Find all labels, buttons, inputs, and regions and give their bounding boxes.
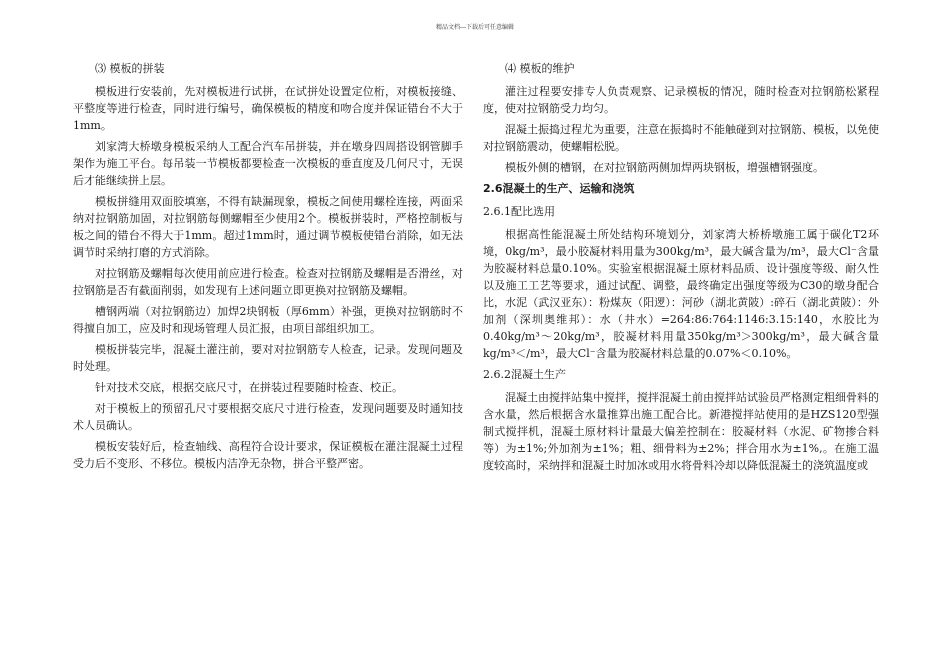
subheading: ⑶ 模板的拼装 (95, 62, 165, 75)
paragraph: 对于模板上的预留孔尺寸要根据交底尺寸进行检查，发现问题要及时通知技术人员确认。 (73, 402, 463, 432)
paragraph: 混凝土振捣过程尤为重要，注意在振捣时不能触碰到对拉钢筋、模板，以免使对拉钢筋震动，使螺帽松脱。 (483, 123, 879, 153)
paragraph: 针对技术交底，根据交底尺寸，在拼装过程要随时检查、校正。 (95, 381, 403, 394)
paragraph: 模板拼装完毕，混凝土灌注前，要对对拉钢筋专人检查，记录。发现问题及时处理。 (73, 343, 463, 373)
paragraph: 混凝土由搅拌站集中搅拌，搅拌混凝土前由搅拌站试验员严格测定粗细骨料的含水量，然后根据含水量推算出施工配合比。新港搅拌站使用的是HZS120型强制式搅拌机，混凝土原材料计量最大偏差控制在：胶凝材料（水泥、矿物掺合料等）为±1%;外加剂为±1%；粗、细骨料为±2%；拌合用水为±1%,。在施工温度较高时，采纳拌和混凝土时加冰或用水将骨料冷却以降低混凝土的浇筑温度或 (483, 391, 879, 472)
paragraph: 模板安装好后，检查轴线、高程符合设计要求，保证模板在灌注混凝土过程受力后不变形、不移位。模板内洁净无杂物，拼合平整严密。 (73, 440, 463, 470)
left-column (73, 60, 463, 476)
paragraph: 槽钢两端（对拉钢筋边）加焊2块钢板（厚6mm）补强，更换对拉钢筋时不得擅自加工，应及时和现场管理人员汇报，由项目部组织加工。 (73, 305, 463, 335)
paragraph: 模板进行安装前，先对模板进行试拼，在试拼处设置定位桁，对模板接缝、平整度等进行检查，同时进行编号，确保模板的精度和吻合度并保证错台不大于1mm。 (73, 85, 463, 132)
subheading: ⑷ 模板的维护 (505, 62, 575, 75)
subsection-heading: 2.6.2混凝土生产 (483, 368, 566, 381)
paragraph: 模板拼缝用双面胶填塞，不得有缺漏现象，模板之间使用螺栓连接，两面采纳对拉钢筋加固，对拉钢筋每侧螺帽至少使用2个。模板拼装时，严格控制板与板之间的错台不得大于1mm。超过1mm时，通过调节模板使错台消除，如无法调节时采纳打磨的方式消除。 (73, 195, 463, 259)
paragraph: 刘家湾大桥墩身模板采纳人工配合汽车吊拼装，并在墩身四周搭设钢管脚手架作为施工平台。每吊装一节模板都要检查一次模板的垂直度及几何尺寸，无误后才能继续拼上层。 (73, 140, 463, 187)
right-column (483, 60, 879, 478)
paragraph: 根据高性能混凝土所处结构环境划分，刘家湾大桥桥墩施工属于碳化T2环境，0kg/m³，最小胶凝材料用量为300kg/m³，最大碱含量为/m³，最大Cl⁻含量为胶凝材料总量0.10%。实验室根据混凝土原材料品质、设计强度等级、耐久性以及施工工艺等要求，通过试配、调整，最终确定出强度等级为C30的墩身配合比，水泥（武汉亚东）：粉煤灰（阳逻）：河砂（湖北黄陂）:碎石（湖北黄陂）：外加剂（深圳奥维邦）：水（井水）=264:86:764:1146:3.15:140，水胶比为0.40kg/m³～20kg/m³，胶凝材料用量350kg/m³＞300kg/m³，最大碱含量kg/m³＜/m³，最大Cl⁻含量为胶凝材料总量的0.07%＜0.10%。 (483, 228, 879, 360)
paragraph: 灌注过程要安排专人负责观察、记录模板的情况，随时检查对拉钢筋松紧程度，使对拉钢筋受力均匀。 (483, 85, 879, 115)
subsection-heading: 2.6.1配比选用 (483, 205, 555, 218)
paragraph: 模板外侧的槽钢，在对拉钢筋两侧加焊两块钢板，增强槽钢强度。 (505, 161, 824, 174)
paragraph: 对拉钢筋及螺帽每次使用前应进行检查。检查对拉钢筋及螺帽是否滑丝，对拉钢筋是否有截面削弱，如发现有上述问题立即更换对拉钢筋及螺帽。 (73, 267, 463, 297)
section-heading: 2.6混凝土的生产、运输和浇筑 (483, 182, 635, 195)
page-header: 精品文档---下载后可任意编辑 (435, 24, 515, 31)
